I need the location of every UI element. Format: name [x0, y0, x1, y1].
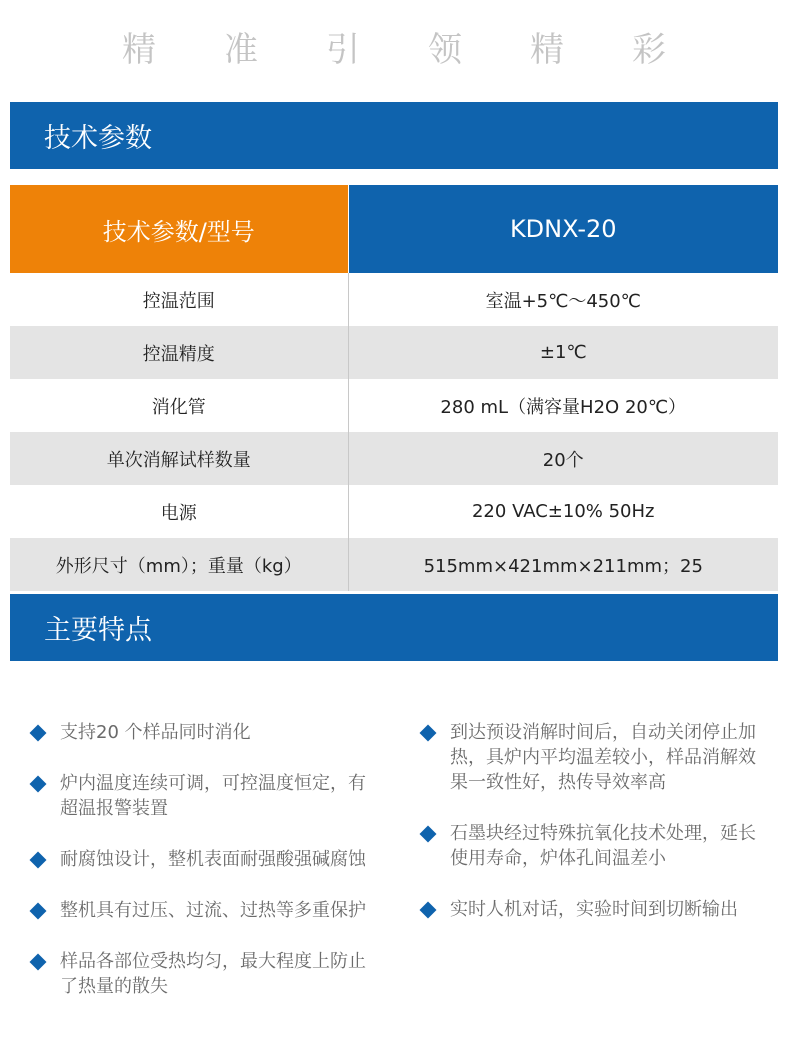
diamond-bullet-icon	[420, 725, 437, 742]
section-title-features	[10, 594, 778, 661]
table-row	[10, 326, 778, 379]
section-title-tech	[10, 102, 778, 169]
list-item	[28, 771, 373, 821]
spec-value: 280 mL（满容量H2O 20℃）	[348, 379, 778, 432]
feature-text: 整机具有过压、过流、过热等多重保护	[60, 900, 366, 921]
spec-value: 515mm×421mm×211mm；25	[348, 538, 778, 591]
diamond-bullet-icon	[30, 776, 47, 793]
slogan-char: 领	[428, 29, 462, 70]
slogan-char: 精	[122, 29, 156, 70]
feature-text: 炉内温度连续可调，可控温度恒定，有超温报警装置	[60, 773, 366, 819]
spec-name: 控温范围	[10, 273, 348, 326]
slogan-char: 精	[530, 29, 564, 70]
feature-list	[28, 720, 768, 1025]
slogan	[0, 20, 788, 72]
slogan-char: 准	[224, 29, 258, 70]
table-row	[10, 379, 778, 432]
list-item	[28, 949, 373, 999]
spec-name: 控温精度	[10, 326, 348, 379]
spec-value: 室温+5℃～450℃	[348, 273, 778, 326]
diamond-bullet-icon	[30, 725, 47, 742]
spec-name: 外形尺寸（mm）；重量（kg）	[10, 538, 348, 591]
table-row	[10, 432, 778, 485]
list-item	[28, 847, 373, 872]
list-item	[418, 720, 768, 795]
spec-name: 电源	[10, 485, 348, 538]
table-row	[10, 273, 778, 326]
feature-text: 样品各部位受热均匀，最大程度上防止了热量的散失	[60, 951, 366, 997]
list-item	[28, 720, 373, 745]
diamond-bullet-icon	[30, 903, 47, 920]
list-item	[418, 821, 768, 871]
feature-text: 支持20 个样品同时消化	[60, 722, 251, 743]
feature-text: 耐腐蚀设计，整机表面耐强酸强碱腐蚀	[60, 849, 366, 870]
spec-header-label: 技术参数/型号	[10, 185, 348, 273]
feature-text: 石墨块经过特殊抗氧化技术处理，延长使用寿命，炉体孔间温差小	[450, 823, 756, 869]
slogan-char: 彩	[632, 29, 666, 70]
feature-text: 实时人机对话，实验时间到切断输出	[450, 899, 738, 920]
section-title-features-text: 主要特点	[44, 615, 152, 646]
spec-name: 消化管	[10, 379, 348, 432]
diamond-bullet-icon	[30, 954, 47, 971]
table-row	[10, 538, 778, 591]
spec-header-model: KDNX-20	[348, 185, 778, 273]
slogan-char: 引	[326, 29, 360, 70]
table-row	[10, 485, 778, 538]
spec-value: 20个	[348, 432, 778, 485]
spec-value: ±1℃	[348, 326, 778, 379]
diamond-bullet-icon	[30, 852, 47, 869]
spec-header-row	[10, 185, 778, 273]
feature-text: 到达预设消解时间后，自动关闭停止加热，具炉内平均温差较小，样品消解效果一致性好，热传导效率高	[450, 722, 756, 793]
feature-column-right	[418, 720, 768, 1025]
spec-value: 220 VAC±10% 50Hz	[348, 485, 778, 538]
list-item	[28, 898, 373, 923]
feature-column-left	[28, 720, 373, 1025]
section-title-tech-text: 技术参数	[44, 123, 152, 154]
spec-name: 单次消解试样数量	[10, 432, 348, 485]
diamond-bullet-icon	[420, 902, 437, 919]
diamond-bullet-icon	[420, 826, 437, 843]
list-item	[418, 897, 768, 922]
spec-table	[10, 185, 778, 591]
